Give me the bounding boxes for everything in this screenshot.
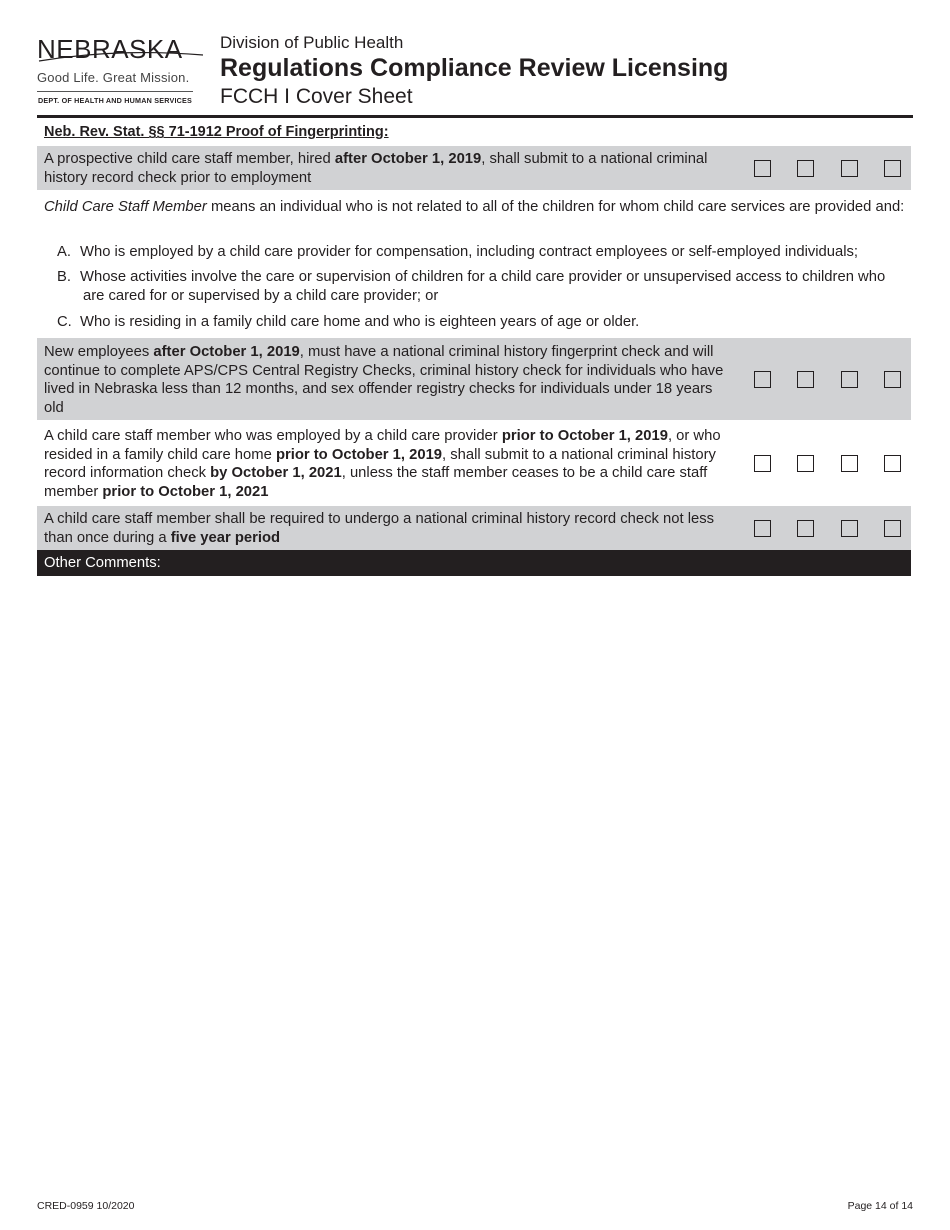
dhhs-logo [37, 34, 207, 108]
logo-wordmark: NEBRASKA [37, 34, 183, 64]
checkbox[interactable] [754, 520, 771, 537]
logo-department: DEPT. OF HEALTH AND HUMAN SERVICES [38, 96, 193, 105]
checkbox[interactable] [884, 371, 901, 388]
checkbox[interactable] [841, 520, 858, 537]
page-header [37, 30, 913, 118]
checklist-row [37, 506, 911, 550]
checkbox[interactable] [754, 371, 771, 388]
checklist-row [37, 422, 911, 504]
row-text: New employees after October 1, 2019, must have a national criminal history fingerprint check and will continue to complete APS/CPS Central Registry Checks, criminal history check for individuals who have lived in Nebraska less than 12 months, and sex offender registry checks for individuals under 18 years old [44, 344, 724, 416]
checkbox[interactable] [754, 160, 771, 177]
row-text: A prospective child care staff member, hired after October 1, 2019, shall submit to a national criminal history record check prior to employment [44, 151, 708, 186]
other-comments-bar: Other Comments: [37, 550, 911, 576]
row-text: A child care staff member who was employed by a child care provider prior to October 1, 2019, or who resided in a family child care home prior to October 1, 2019, shall submit to a national criminal history record information check by October 1, 2021, unless the staff member ceases to be a child care staff member prior to October 1, 2021 [44, 428, 721, 500]
logo-swoosh-icon [37, 46, 205, 64]
form-code: CRED-0959 10/2020 [37, 1200, 135, 1212]
checkbox-group [727, 146, 901, 190]
page-number: Page 14 of 14 [847, 1200, 913, 1212]
division-name: Division of Public Health [220, 33, 404, 52]
definition-item: B. Whose activities involve the care or supervision of children for a child care provider or unsupervised access to children who are cared for or supervised by a child care provider; or [57, 269, 886, 304]
header-titles [220, 32, 728, 110]
checkbox[interactable] [797, 455, 814, 472]
checkbox[interactable] [754, 455, 771, 472]
checkbox[interactable] [797, 520, 814, 537]
checklist-row [37, 338, 911, 420]
checkbox-group [727, 506, 901, 550]
row-text: A child care staff member shall be required to undergo a national criminal history record check not less than once during a five year period [44, 511, 715, 546]
definition-item: A. Who is employed by a child care provider for compensation, including contract employees or self-employed individuals; [57, 244, 859, 260]
header-divider [37, 115, 913, 118]
checkbox[interactable] [797, 371, 814, 388]
section-heading: Neb. Rev. Stat. §§ 71-1912 Proof of Fingerprinting: [44, 124, 389, 140]
definition-item: C. Who is residing in a family child care home and who is eighteen years of age or older. [57, 314, 640, 330]
checkbox-group [727, 422, 901, 504]
checklist-row [37, 146, 911, 190]
logo-divider [37, 91, 193, 92]
checkbox[interactable] [884, 455, 901, 472]
checkbox-group [727, 338, 901, 420]
logo-tagline: Good Life. Great Mission. [37, 70, 190, 85]
checkbox[interactable] [841, 455, 858, 472]
checkbox[interactable] [841, 371, 858, 388]
checkbox[interactable] [797, 160, 814, 177]
checkbox[interactable] [884, 520, 901, 537]
page-title: Regulations Compliance Review Licensing [220, 54, 729, 82]
page-subtitle: FCCH I Cover Sheet [220, 85, 413, 108]
checkbox[interactable] [841, 160, 858, 177]
definition-term: Child Care Staff Member [44, 199, 207, 215]
definition-text: Child Care Staff Member means an individual who is not related to all of the children for whom child care services are provided and: [44, 199, 905, 215]
checkbox[interactable] [884, 160, 901, 177]
